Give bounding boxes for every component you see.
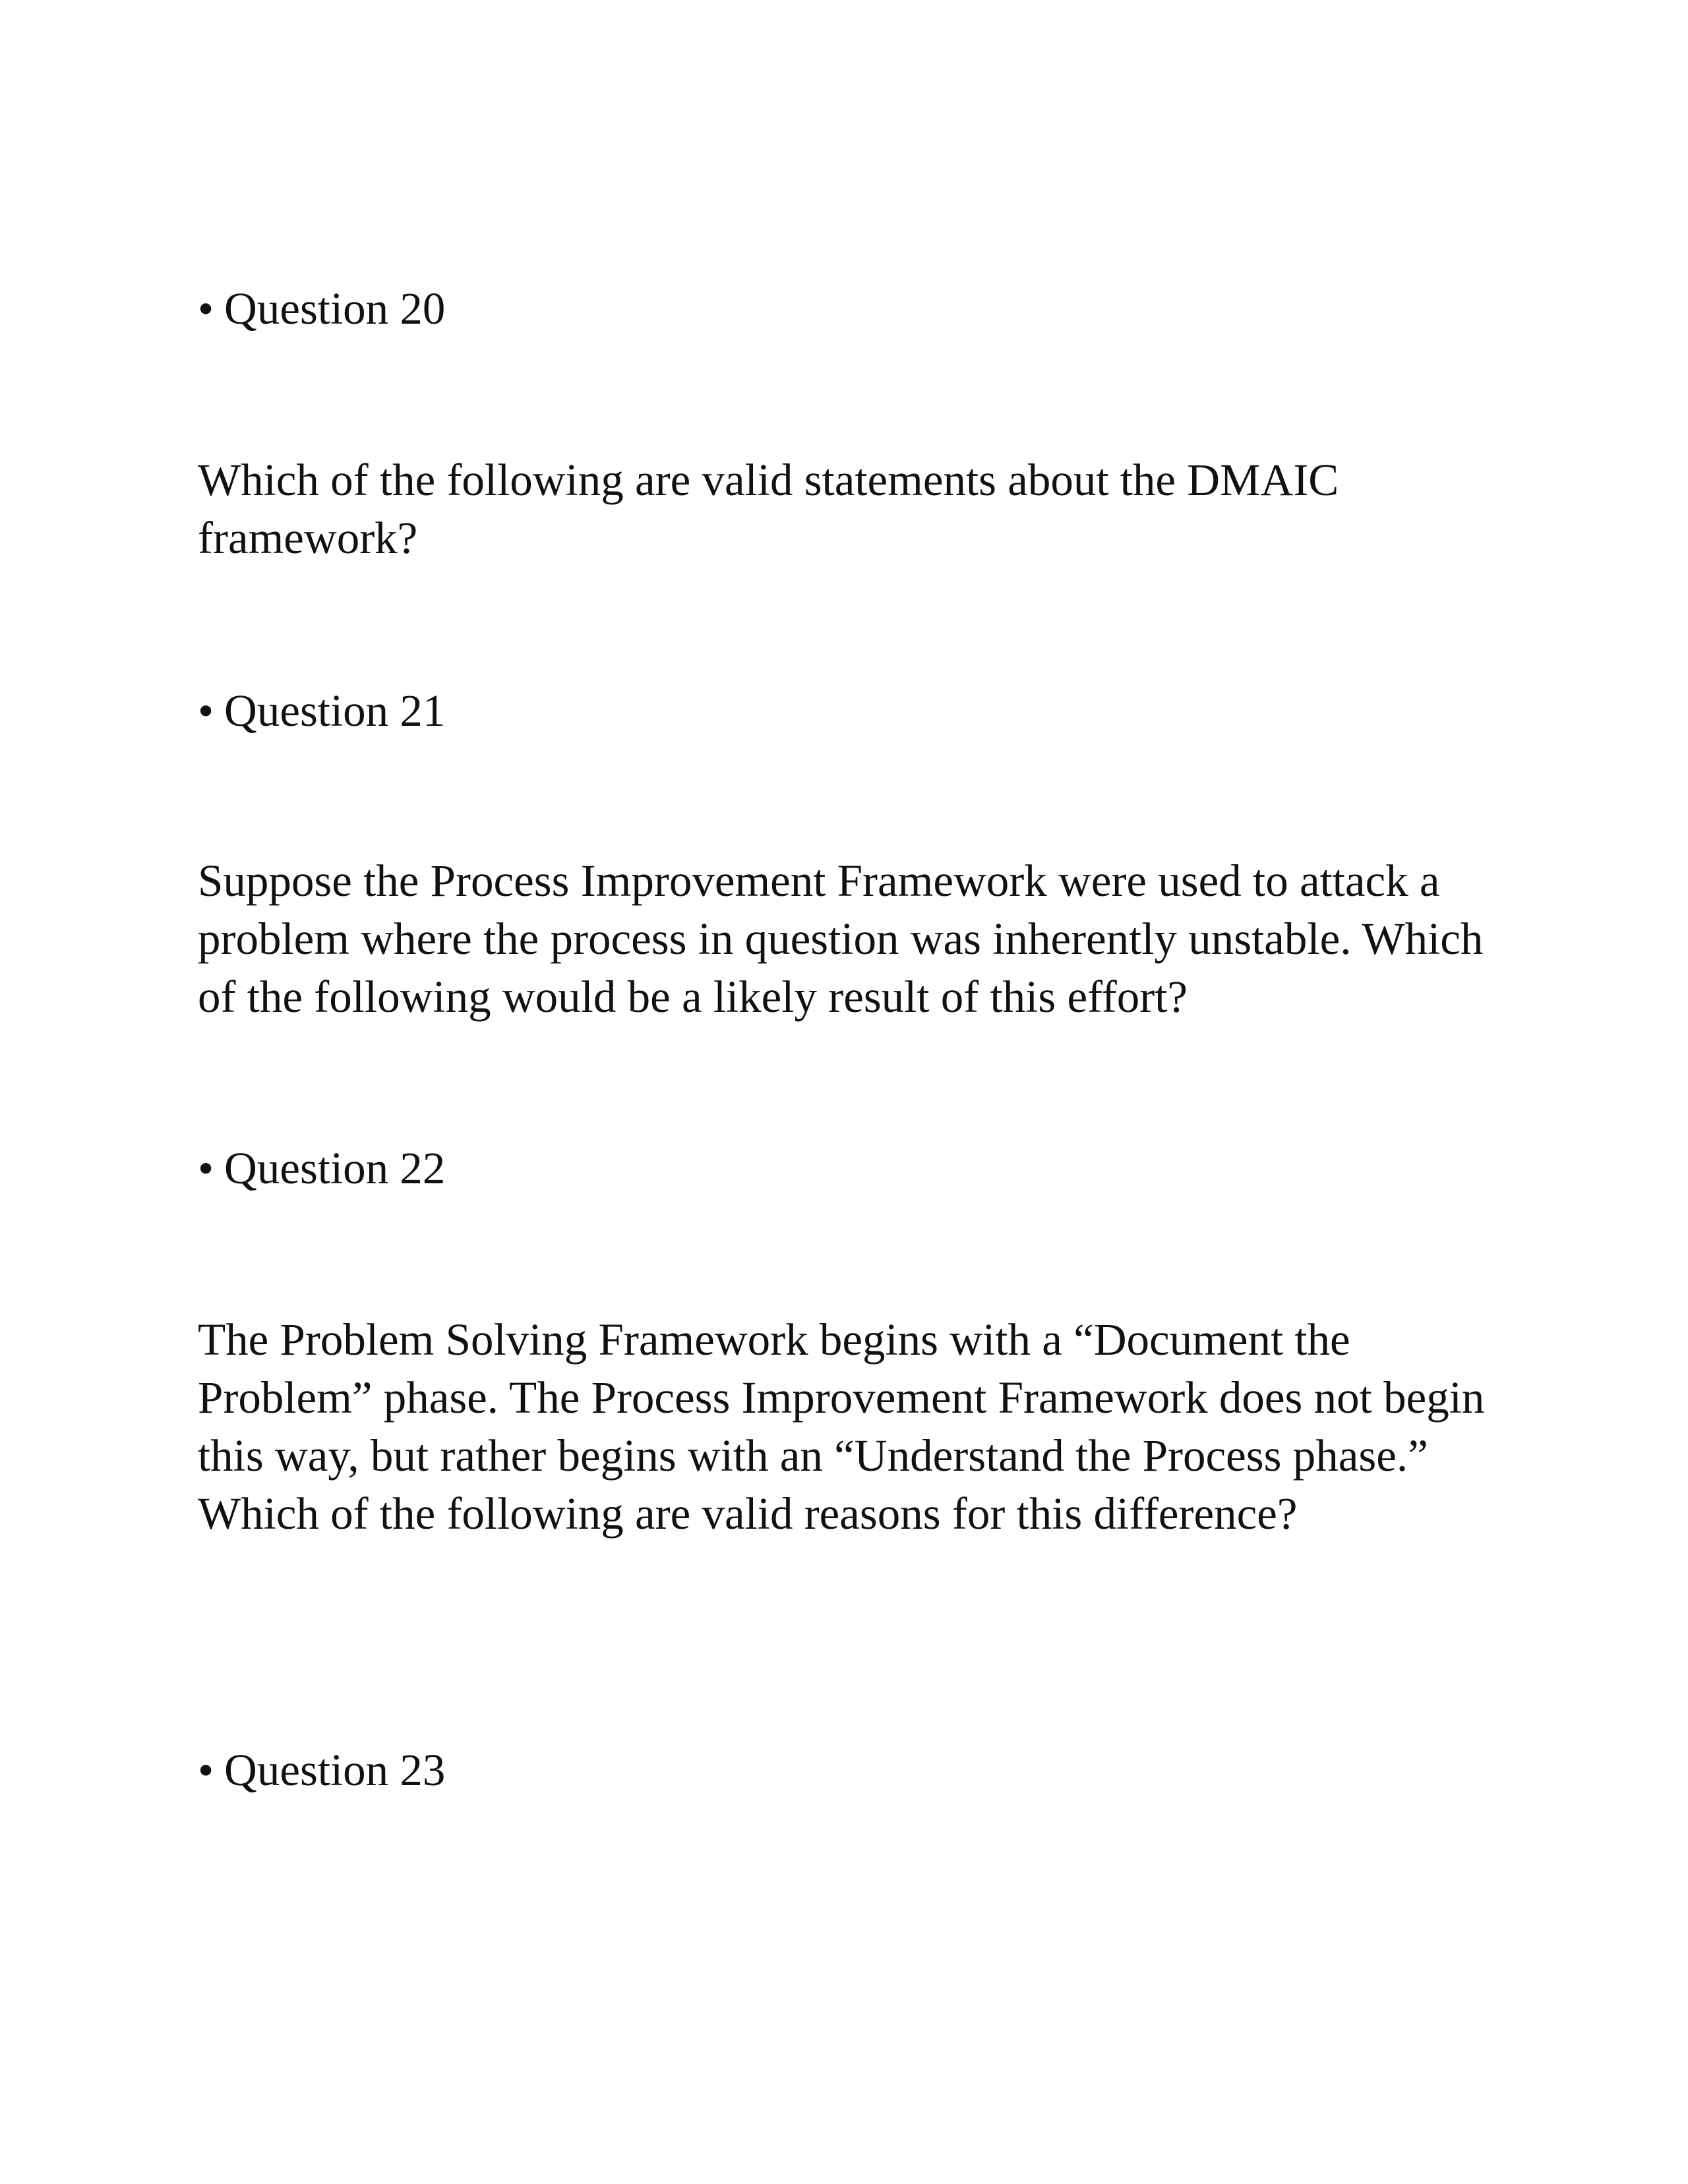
- question-20-heading: [198, 280, 1490, 338]
- question-label: Question 20: [224, 283, 446, 334]
- question-label: Question 22: [224, 1143, 446, 1193]
- text-line: Suppose the Process Improvement Framework were used to attack a: [198, 856, 1440, 906]
- text-line: Which of the following are valid statements about the DMAIC: [198, 455, 1339, 505]
- text-line: this way, but rather begins with an “Understand the Process phase.”: [198, 1431, 1428, 1481]
- question-label: Question 23: [224, 1745, 446, 1795]
- text-line: problem where the process in question was inherently unstable. Which: [198, 914, 1484, 964]
- question-label: Question 21: [224, 686, 446, 736]
- bullet-icon: •: [198, 283, 214, 334]
- bullet-icon: •: [198, 686, 214, 736]
- text-line: of the following would be a likely result of this effort?: [198, 972, 1188, 1022]
- question-21-text: [198, 852, 1490, 1026]
- bullet-icon: •: [198, 1143, 214, 1193]
- question-23-heading: [198, 1741, 1490, 1799]
- text-line: Which of the following are valid reasons for this difference?: [198, 1489, 1298, 1539]
- question-20-text: [198, 451, 1490, 567]
- question-21-heading: [198, 682, 1490, 740]
- question-22-text: [198, 1311, 1490, 1543]
- question-22-heading: [198, 1139, 1490, 1197]
- bullet-icon: •: [198, 1745, 214, 1795]
- text-line: Problem” phase. The Process Improvement Framework does not begin: [198, 1372, 1485, 1423]
- text-line: framework?: [198, 513, 418, 563]
- text-line: The Problem Solving Framework begins with a “Document the: [198, 1314, 1350, 1365]
